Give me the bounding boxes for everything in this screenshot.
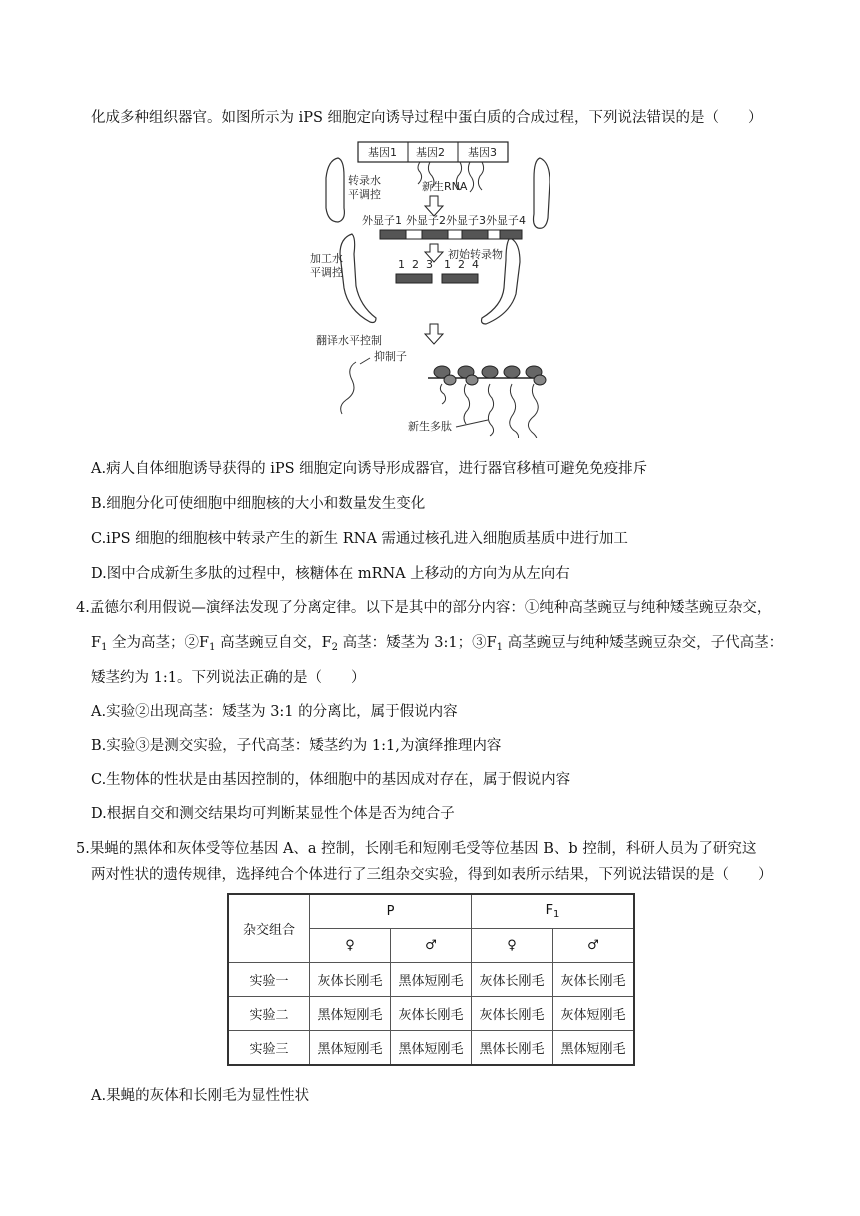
table-cell: 灰体长刚毛 — [310, 963, 391, 997]
table-cell: 黑体短刚毛 — [391, 963, 472, 997]
left-bracket-lower — [340, 234, 376, 323]
table-header-p: P — [310, 894, 472, 929]
q3-option-b: B.细胞分化可使细胞中细胞核的大小和数量发生变化 — [91, 496, 426, 512]
q3-option-d: D.图中合成新生多肽的过程中，核糖体在 mRNA 上移动的方向为从左向右 — [91, 566, 570, 582]
processing-label-1: 加工水 — [310, 252, 343, 265]
table-cell: 灰体短刚毛 — [553, 997, 635, 1031]
table-header-f1-female: ♀ — [472, 929, 553, 963]
table-cell: 黑体短刚毛 — [310, 1031, 391, 1066]
table-cell: 黑体短刚毛 — [391, 1031, 472, 1066]
table-cell: 灰体长刚毛 — [391, 997, 472, 1031]
q3-option-c: C.iPS 细胞的细胞核中转录产生的新生 RNA 需通过核孔进入细胞质基质中进行加工 — [91, 531, 628, 547]
primary-transcript-label: 初始转录物 — [448, 248, 503, 261]
mrna2-exon-numbers: 1 2 4 — [444, 258, 479, 271]
table-row — [228, 1031, 634, 1066]
table-cell: 黑体短刚毛 — [310, 997, 391, 1031]
q4-stem-line3: 矮茎约为 1:1。下列说法正确的是（ ） — [91, 670, 366, 686]
gene-1-label: 基因1 — [368, 146, 397, 159]
q4-stem-line2: $F_1$ 全为高茎；$②F_1$ 高茎豌豆自交，$F_2$ 高茎：矮茎为 3:1；$③F_1$ 高茎豌豆与纯种矮茎豌豆杂交，子代高茎： — [91, 635, 784, 653]
protein-synthesis-diagram — [310, 138, 550, 438]
exon-1-label: 外显子1 — [362, 214, 402, 227]
down-arrow-1 — [425, 196, 443, 216]
processing-label-2: 平调控 — [310, 266, 343, 279]
q4-option-d: D.根据自交和测交结果均可判断某显性个体是否为纯合子 — [91, 806, 455, 822]
q4-option-a: A.实验②出现高茎：矮茎为 3:1 的分离比，属于假说内容 — [91, 704, 458, 720]
q5-stem-line2: 两对性状的遗传规律，选择纯合个体进行了三组杂交实验，得到如表所示结果，下列说法错误的是（ ） — [91, 867, 773, 883]
q4-option-b: B.实验③是测交实验，子代高茎：矮茎约为 1:1,为演绎推理内容 — [91, 738, 502, 754]
table-header-p-male: ♂ — [391, 929, 472, 963]
exon-4-label: 外显子4 — [486, 214, 526, 227]
row-name: 实验三 — [228, 1031, 310, 1066]
table-header-f1: $F_1$ — [472, 894, 635, 929]
mrna1-exon-numbers: 1 2 3 — [398, 258, 433, 271]
transcription-label-2: 平调控 — [348, 188, 381, 201]
table-cell: 灰体长刚毛 — [472, 963, 553, 997]
table-header-f1-male: ♂ — [553, 929, 635, 963]
table-row — [228, 963, 634, 997]
down-arrow-3 — [425, 324, 443, 344]
left-bracket-upper — [326, 158, 344, 222]
q5-stem-line1: 5.果蝇的黑体和灰体受等位基因 A、a 控制，长刚毛和短刚毛受等位基因 B、b 控制，科研人员为了研究这 — [76, 841, 757, 857]
q3-option-a: A.病人自体细胞诱导获得的 iPS 细胞定向诱导形成器官，进行器官移植可避免免疫排斥 — [91, 461, 648, 477]
transcription-label-1: 转录水 — [348, 174, 381, 187]
q4-option-c: C.生物体的性状是由基因控制的，体细胞中的基因成对存在，属于假说内容 — [91, 772, 571, 788]
new-peptide-label: 新生多肽 — [408, 420, 452, 433]
q3-stem: 化成多种组织器官。如图所示为 iPS 细胞定向诱导过程中蛋白质的合成过程，下列说法错误的是（ ） — [91, 110, 763, 126]
table-row — [228, 997, 634, 1031]
table-cell: 灰体长刚毛 — [472, 997, 553, 1031]
exon-3-label: 外显子3 — [446, 214, 486, 227]
cross-results-table — [227, 893, 635, 1066]
table-header-p-female: ♀ — [310, 929, 391, 963]
ribosomes — [434, 366, 546, 385]
exon-2-label: 外显子2 — [406, 214, 446, 227]
table-cell: 黑体长刚毛 — [472, 1031, 553, 1066]
gene-2-label: 基因2 — [416, 146, 445, 159]
table-corner-cell: 杂交组合 — [228, 894, 310, 963]
row-name: 实验一 — [228, 963, 310, 997]
repressor-label: 抑制子 — [374, 350, 407, 363]
q4-stem-line1: 4.孟德尔利用假说—演绎法发现了分离定律。以下是其中的部分内容：①纯种高茎豌豆与纯种矮茎豌豆杂交， — [76, 600, 772, 616]
new-rna-label: 新生RNA — [422, 180, 468, 193]
right-bracket-upper — [534, 158, 551, 228]
row-name: 实验二 — [228, 997, 310, 1031]
table-cell: 黑体短刚毛 — [553, 1031, 635, 1066]
table-cell: 灰体长刚毛 — [553, 963, 635, 997]
q5-option-a: A.果蝇的灰体和长刚毛为显性性状 — [91, 1088, 310, 1104]
translation-label: 翻译水平控制 — [316, 334, 382, 347]
gene-3-label: 基因3 — [468, 146, 497, 159]
